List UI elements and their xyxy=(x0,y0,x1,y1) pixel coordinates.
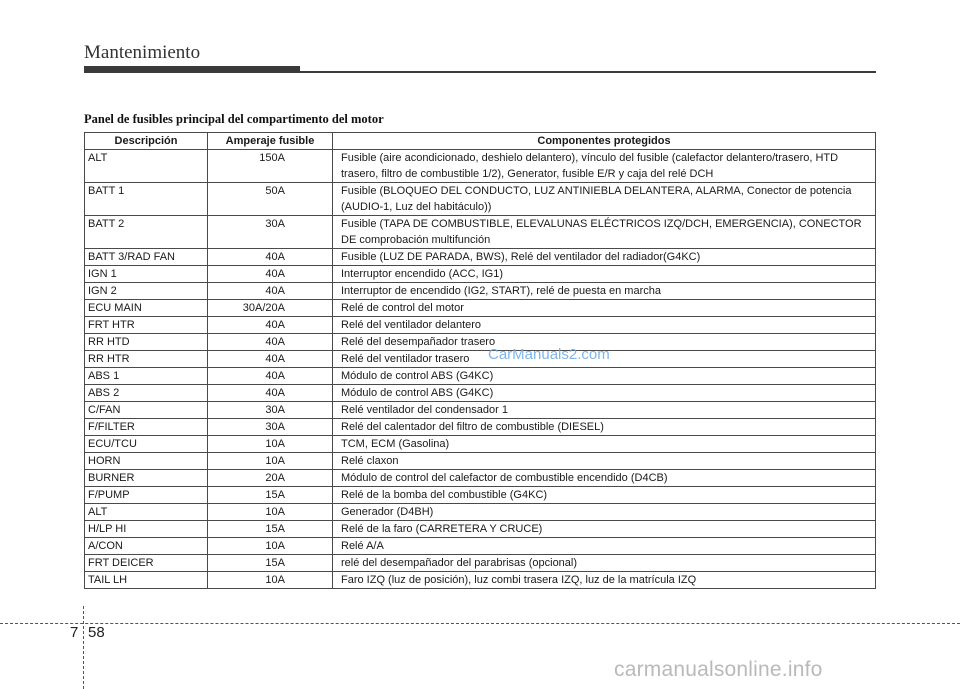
table-row xyxy=(85,555,876,572)
cell-components: Fusible (aire acondicionado, deshielo delantero), vínculo del fusible (calefactor delantero/trasero, HTD trasero, filtro de combustible 1/2), Generator, fusible E/R y caja del relé DCH xyxy=(333,150,876,183)
cell-amperage: 10A xyxy=(208,538,333,555)
cell-components: Relé del desempañador trasero xyxy=(333,334,876,351)
watermark-text: CarManuals2.com xyxy=(488,346,610,363)
page-header-title: Mantenimiento xyxy=(84,42,201,63)
table-row xyxy=(85,216,876,249)
table-header-row xyxy=(85,133,876,150)
table-row xyxy=(85,470,876,487)
cell-description: BURNER xyxy=(85,470,208,487)
table-row xyxy=(85,419,876,436)
table-row xyxy=(85,487,876,504)
table-row xyxy=(85,183,876,216)
cell-description: ALT xyxy=(85,150,208,183)
table-row xyxy=(85,351,876,368)
table-row xyxy=(85,572,876,589)
cell-amperage: 15A xyxy=(208,487,333,504)
cell-description: BATT 3/RAD FAN xyxy=(85,249,208,266)
column-header-description: Descripción xyxy=(85,133,208,150)
table-row xyxy=(85,368,876,385)
cell-components: Faro IZQ (luz de posición), luz combi trasera IZQ, luz de la matrícula IZQ xyxy=(333,572,876,589)
cell-components: Generador (D4BH) xyxy=(333,504,876,521)
site-watermark: carmanualsonline.info xyxy=(614,658,823,681)
cell-amperage: 40A xyxy=(208,385,333,402)
table-row xyxy=(85,521,876,538)
table-row xyxy=(85,150,876,183)
cell-amperage: 10A xyxy=(208,436,333,453)
section-title: Panel de fusibles principal del compartimento del motor xyxy=(84,112,384,126)
cell-description: F/PUMP xyxy=(85,487,208,504)
table-row xyxy=(85,538,876,555)
cell-description: HORN xyxy=(85,453,208,470)
table-row xyxy=(85,504,876,521)
table-row xyxy=(85,317,876,334)
table-row xyxy=(85,385,876,402)
table-row xyxy=(85,266,876,283)
header-rule-thick xyxy=(84,66,300,73)
cell-description: BATT 2 xyxy=(85,216,208,249)
cell-description: ECU MAIN xyxy=(85,300,208,317)
fuse-table xyxy=(84,132,876,589)
cell-amperage: 30A xyxy=(208,419,333,436)
cell-description: FRT HTR xyxy=(85,317,208,334)
cell-description: ECU/TCU xyxy=(85,436,208,453)
cell-components: Relé de control del motor xyxy=(333,300,876,317)
cell-amperage: 30A/20A xyxy=(208,300,333,317)
cell-description: ALT xyxy=(85,504,208,521)
cell-components: Interruptor encendido (ACC, IG1) xyxy=(333,266,876,283)
cell-amperage: 15A xyxy=(208,555,333,572)
cell-components: Relé ventilador del condensador 1 xyxy=(333,402,876,419)
table-row xyxy=(85,453,876,470)
cell-components: Relé claxon xyxy=(333,453,876,470)
cell-amperage: 30A xyxy=(208,402,333,419)
cell-description: A/CON xyxy=(85,538,208,555)
table-row xyxy=(85,300,876,317)
cell-amperage: 40A xyxy=(208,334,333,351)
cell-amperage: 40A xyxy=(208,266,333,283)
cell-amperage: 30A xyxy=(208,216,333,249)
cell-components: Relé A/A xyxy=(333,538,876,555)
page-number: 58 xyxy=(88,624,105,641)
cell-amperage: 40A xyxy=(208,351,333,368)
cell-amperage: 15A xyxy=(208,521,333,538)
cell-components: Fusible (LUZ DE PARADA, BWS), Relé del ventilador del radiador(G4KC) xyxy=(333,249,876,266)
cell-amperage: 40A xyxy=(208,368,333,385)
cell-components: Relé del ventilador delantero xyxy=(333,317,876,334)
footer-dashed-line xyxy=(0,623,960,624)
cell-amperage: 10A xyxy=(208,572,333,589)
cell-amperage: 150A xyxy=(208,150,333,183)
table-row xyxy=(85,402,876,419)
table-row xyxy=(85,249,876,266)
cell-components: Módulo de control ABS (G4KC) xyxy=(333,368,876,385)
cell-components: Módulo de control ABS (G4KC) xyxy=(333,385,876,402)
cell-amperage: 40A xyxy=(208,249,333,266)
fuse-table-body xyxy=(85,150,876,589)
cell-amperage: 10A xyxy=(208,453,333,470)
cell-components: Módulo de control del calefactor de combustible encendido (D4CB) xyxy=(333,470,876,487)
table-row xyxy=(85,283,876,300)
cell-description: ABS 2 xyxy=(85,385,208,402)
cell-components: Interruptor de encendido (IG2, START), relé de puesta en marcha xyxy=(333,283,876,300)
cell-description: F/FILTER xyxy=(85,419,208,436)
cell-description: ABS 1 xyxy=(85,368,208,385)
cell-amperage: 20A xyxy=(208,470,333,487)
cell-amperage: 40A xyxy=(208,283,333,300)
column-header-amperage: Amperaje fusible xyxy=(208,133,333,150)
cell-components: Fusible (TAPA DE COMBUSTIBLE, ELEVALUNAS ELÉCTRICOS IZQ/DCH, EMERGENCIA), CONECTOR DE comprobación multifunción xyxy=(333,216,876,249)
cell-description: H/LP HI xyxy=(85,521,208,538)
cell-description: IGN 1 xyxy=(85,266,208,283)
table-row xyxy=(85,436,876,453)
cell-description: TAIL LH xyxy=(85,572,208,589)
cell-components: Relé de la bomba del combustible (G4KC) xyxy=(333,487,876,504)
footer-vertical-dashed-line xyxy=(83,606,84,689)
cell-components: Relé del ventilador trasero xyxy=(333,351,876,368)
cell-description: BATT 1 xyxy=(85,183,208,216)
column-header-components: Componentes protegidos xyxy=(333,133,876,150)
cell-components: Relé del calentador del filtro de combustible (DIESEL) xyxy=(333,419,876,436)
cell-components: Relé de la faro (CARRETERA Y CRUCE) xyxy=(333,521,876,538)
cell-components: Fusible (BLOQUEO DEL CONDUCTO, LUZ ANTINIEBLA DELANTERA, ALARMA, Conector de potencia (AUDIO-1, Luz del habitáculo)) xyxy=(333,183,876,216)
cell-amperage: 50A xyxy=(208,183,333,216)
cell-description: RR HTD xyxy=(85,334,208,351)
cell-description: IGN 2 xyxy=(85,283,208,300)
cell-description: FRT DEICER xyxy=(85,555,208,572)
cell-description: RR HTR xyxy=(85,351,208,368)
table-row xyxy=(85,334,876,351)
cell-amperage: 40A xyxy=(208,317,333,334)
cell-amperage: 10A xyxy=(208,504,333,521)
cell-description: C/FAN xyxy=(85,402,208,419)
chapter-number: 7 xyxy=(70,624,79,641)
cell-components: TCM, ECM (Gasolina) xyxy=(333,436,876,453)
header-rule-thin xyxy=(300,71,876,73)
cell-components: relé del desempañador del parabrisas (opcional) xyxy=(333,555,876,572)
